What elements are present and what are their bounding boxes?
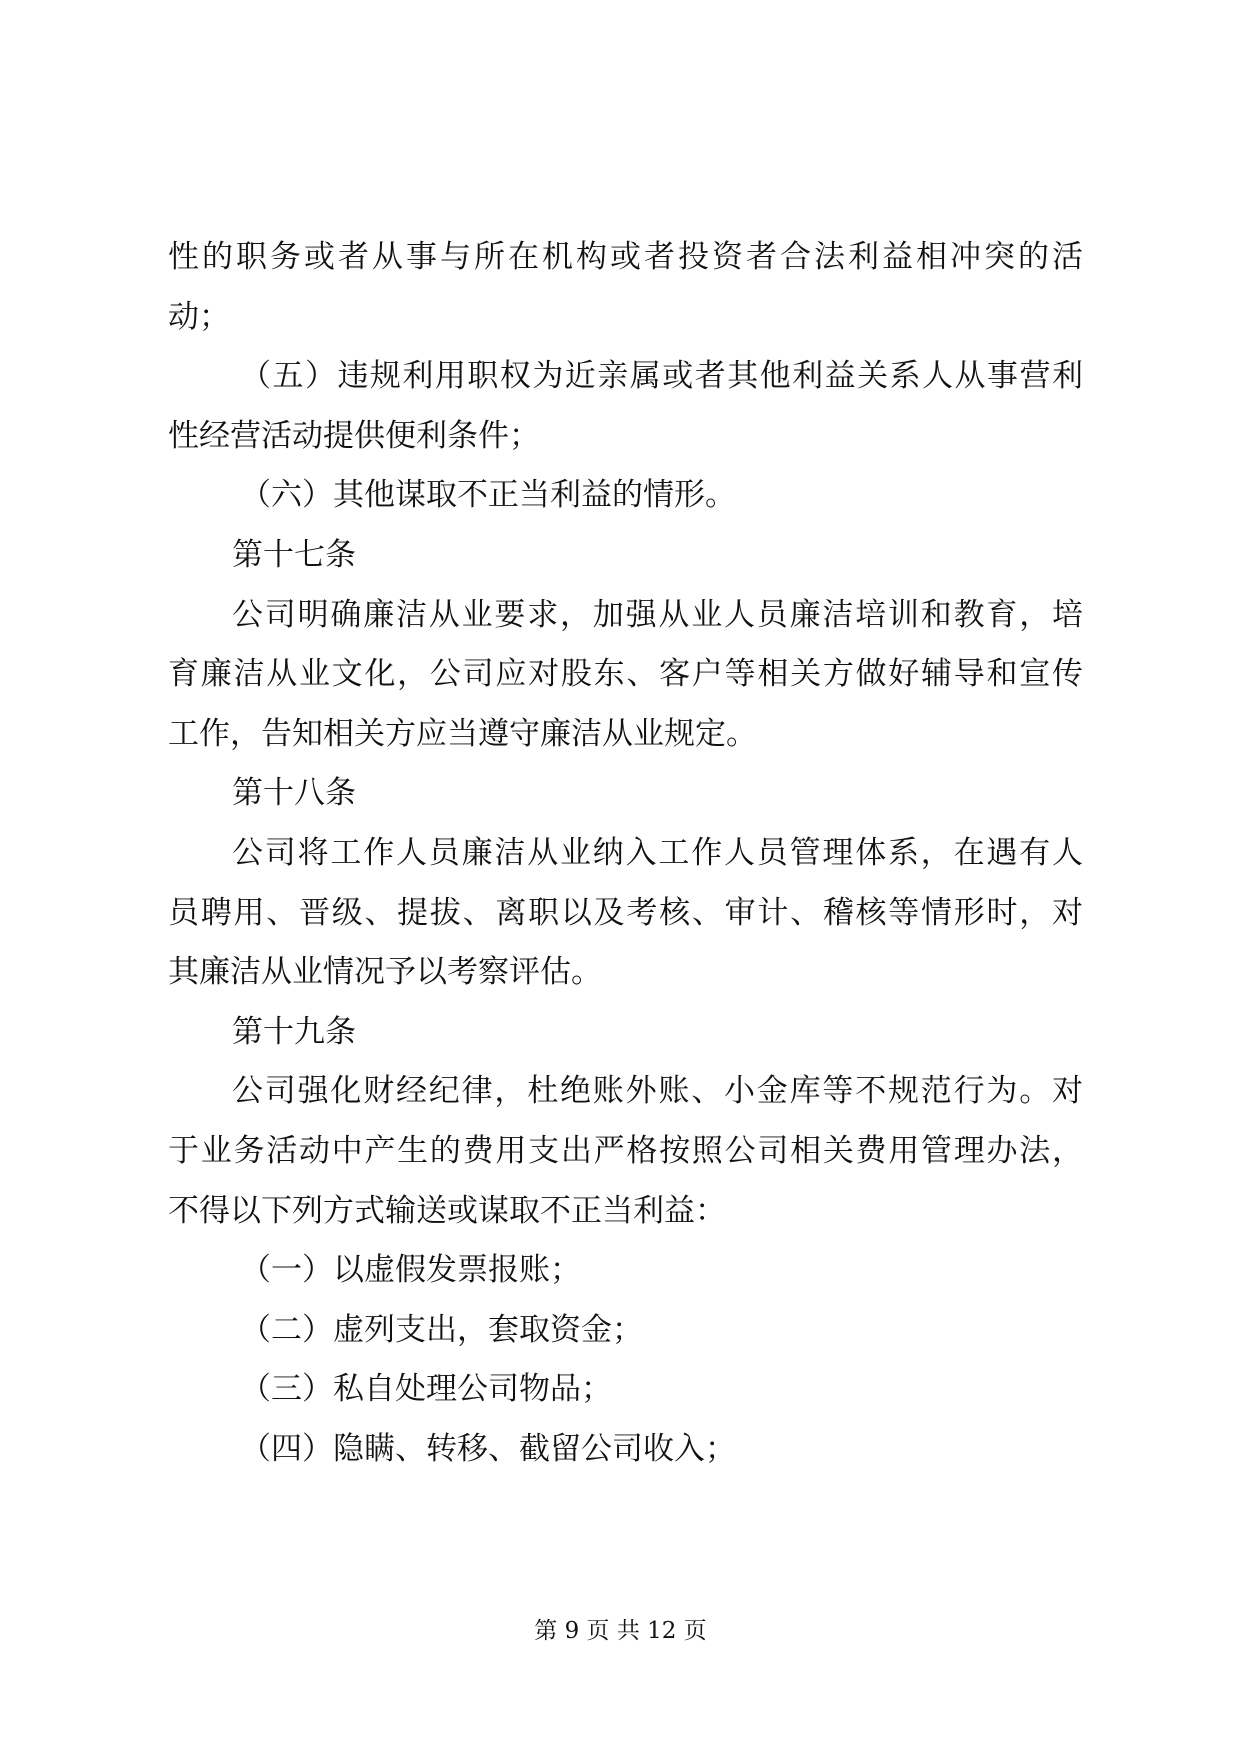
page-footer: 第 9 页 共 12 页 <box>534 1618 707 1644</box>
text-line: 其廉洁从业情况予以考察评估。 <box>168 954 602 991</box>
text-line: 性的职务或者从事与所在机构或者投资者合法利益相冲突的活 <box>168 239 1083 275</box>
list-item: （四）隐瞒、转移、截留公司收入； <box>240 1430 736 1467</box>
text-line: 动； <box>168 298 230 335</box>
text-line: 公司明确廉洁从业要求，加强从业人员廉洁培训和教育，培 <box>232 596 1083 633</box>
list-item: （一）以虚假发票报账； <box>240 1252 581 1289</box>
text-line: 性经营活动提供便利条件； <box>168 417 540 454</box>
text-line: 育廉洁从业文化，公司应对股东、客户等相关方做好辅导和宣传 <box>168 656 1083 693</box>
text-line: （五）违规利用职权为近亲属或者其他利益关系人从事营利 <box>240 358 1083 395</box>
text-line: 员聘用、晋级、提拔、离职以及考核、审计、稽核等情形时，对 <box>168 894 1083 931</box>
text-line: 于业务活动中产生的费用支出严格按照公司相关费用管理办法， <box>168 1132 1083 1169</box>
text-line: （六）其他谋取不正当利益的情形。 <box>240 477 736 514</box>
list-item: （二）虚列支出，套取资金； <box>240 1311 643 1348</box>
text-line: 公司将工作人员廉洁从业纳入工作人员管理体系，在遇有人 <box>232 834 1083 871</box>
body-text <box>168 228 1083 1479</box>
article-heading: 第十七条 <box>232 536 356 573</box>
list-item: （三）私自处理公司物品； <box>240 1371 612 1408</box>
article-heading: 第十八条 <box>232 775 356 812</box>
text-line: 公司强化财经纪律，杜绝账外账、小金库等不规范行为。对 <box>232 1073 1083 1110</box>
article-heading: 第十九条 <box>232 1013 356 1050</box>
text-line: 不得以下列方式输送或谋取不正当利益： <box>168 1192 726 1229</box>
text-line: 工作，告知相关方应当遵守廉洁从业规定。 <box>168 715 757 752</box>
